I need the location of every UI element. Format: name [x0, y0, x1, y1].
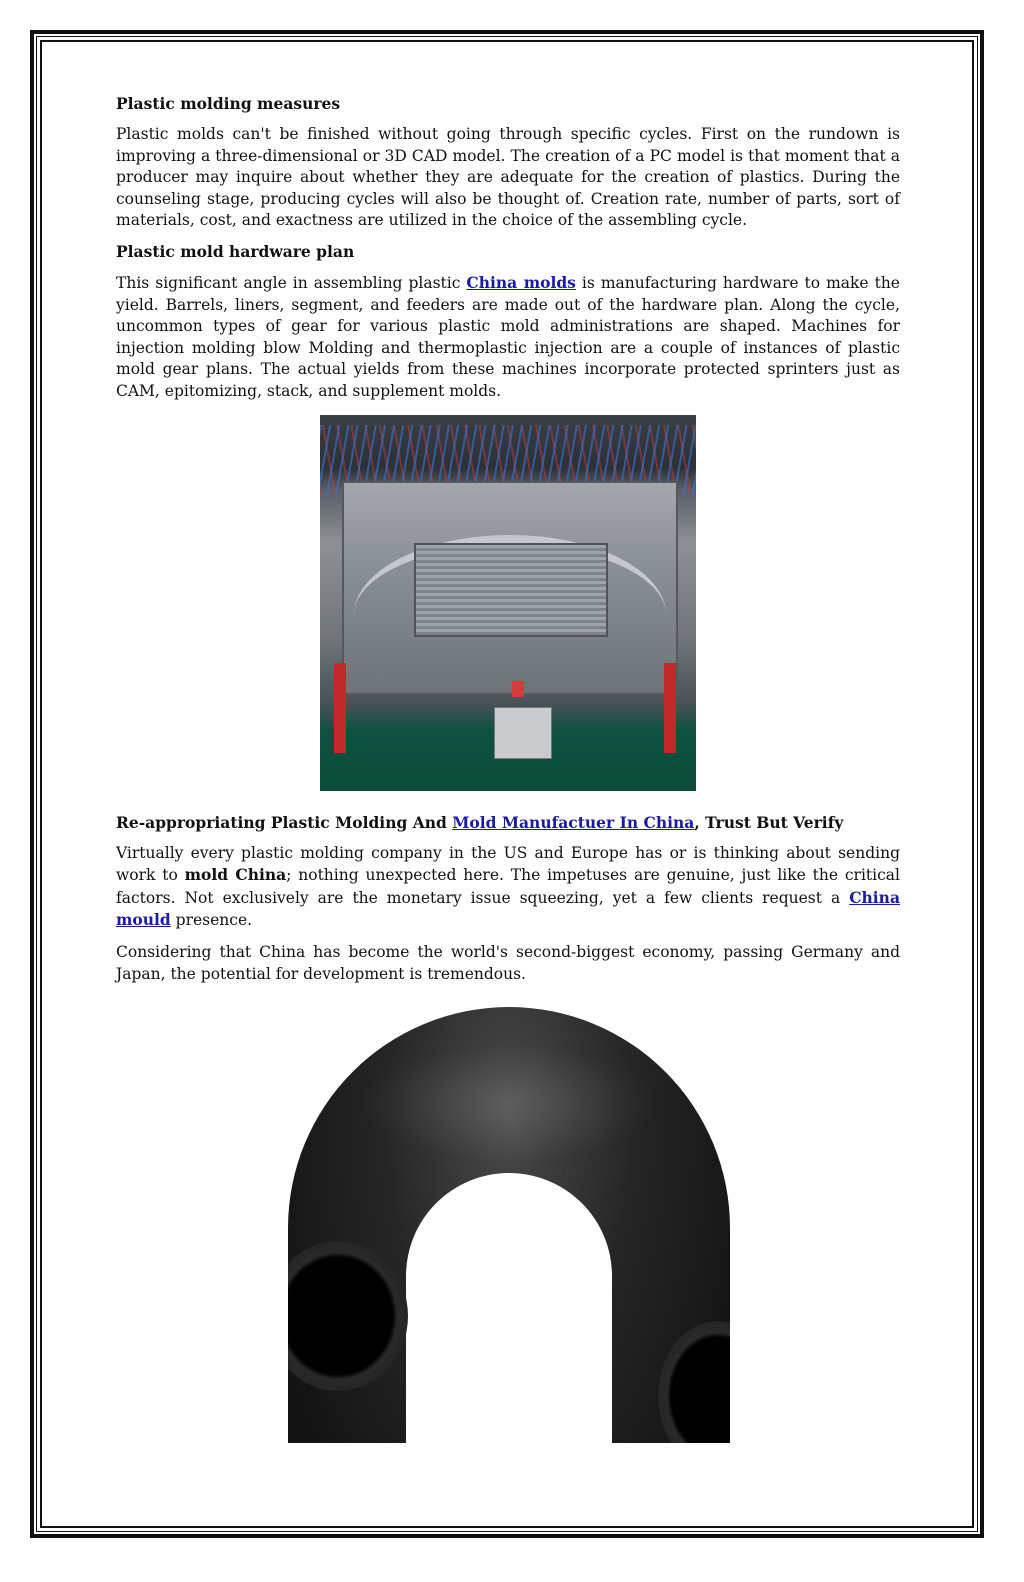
photo-elbow-highlight: [358, 1043, 658, 1163]
link-mold-manufacturer-china[interactable]: Mold Manufactuer In China: [452, 812, 695, 832]
photo-red-tab: [512, 681, 524, 697]
paragraph-molding-measures: Plastic molds can't be finished without going through specific cycles. First on the rundown is improving a three-dimensional or 3D CAD model. The creation of a PC model is that moment that a producer may inquire about whether they are adequate for the creation of plastics. During the counseling stage, producing cycles will also be thought of. Creation rate, number of parts, sort of materials, cost, and exactness are utilized in the choice of the assembling cycle.: [116, 125, 900, 230]
photo-mold-plate: [342, 481, 678, 695]
photo-red-leg: [334, 663, 346, 753]
link-china-molds[interactable]: China molds: [466, 272, 576, 292]
text-span: presence.: [170, 911, 253, 930]
heading-plastic-molding-measures: Plastic molding measures: [116, 94, 341, 113]
paragraph-hardware-plan: [116, 272, 900, 403]
black-elbow-part-photo: [288, 1003, 730, 1443]
paragraph-china-economy: Considering that China has become the world's second-biggest economy, passing Germany and Japan, the potential for development is tremendous.: [116, 942, 900, 983]
photo-mold-block: [494, 707, 552, 759]
mold-machine-photo: [320, 415, 696, 791]
heading-reappropriating: [116, 813, 900, 833]
document-body: [116, 94, 900, 1443]
text-span: Re-appropriating Plastic Molding And: [116, 812, 453, 832]
photo-mold-cavity: [414, 543, 608, 637]
text-span: This significant angle in assembling plastic: [116, 273, 467, 292]
photo-elbow-inner-gap: [406, 1173, 612, 1443]
photo-red-leg: [664, 663, 676, 753]
link-china-mould[interactable]: China mould: [116, 887, 900, 930]
text-span: , Trust But Verify: [694, 812, 844, 832]
heading-hardware-plan: Plastic mold hardware plan: [116, 241, 355, 261]
text-span: ; nothing unexpected here. The impetuses are genuine, just like the critical factors. Not exclusively are the monetary issue squeezing, yet a few clients request a: [116, 866, 900, 907]
paragraph-outsourcing: [116, 843, 900, 932]
text-span: Virtually every plastic molding company in the US and Europe has or is thinking about sending work to: [116, 843, 900, 885]
bold-mold-china: mold China: [184, 865, 287, 885]
text-span: is manufacturing hardware to make the yield. Barrels, liners, segment, and feeders are made out of the hardware plan. Along the cycle, uncommon types of gear for various plastic mold administrations are shaped. Machines for injection molding blow Molding and thermoplastic injection are a couple of instances of plastic mold gear plans. The actual yields from these machines incorporate protected sprinters just as CAM, epitomizing, stack, and supplement molds.: [116, 273, 900, 400]
